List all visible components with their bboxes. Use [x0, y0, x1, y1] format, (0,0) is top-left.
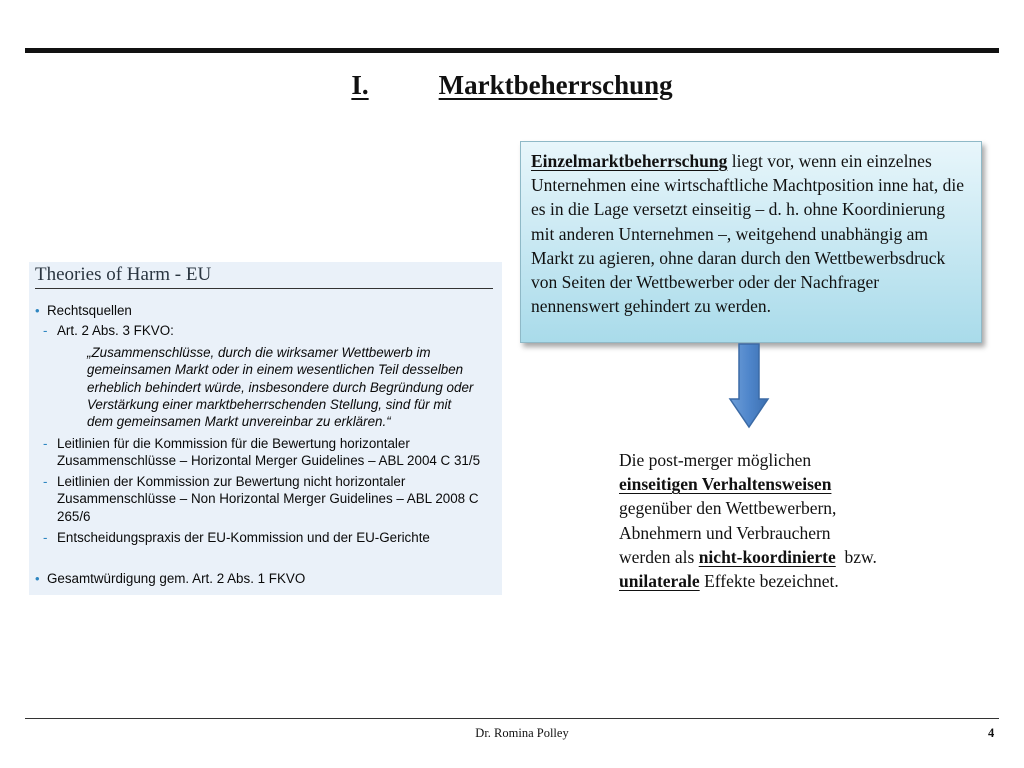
legal-quote: „Zusammenschlüsse, durch die wirksamer Wettbewerb im gemeinsamen Markt oder in einem wesentlichen Teil desselben erheblich behindert würde, insbesondere durch Begründung oder Verstärkung einer marktbeherrschenden Stellung, sind für mit dem gemeinsamen Markt unvereinbar zu erklären.“: [87, 345, 474, 430]
effects-term-unilateral-conduct: einseitigen Verhaltensweisen: [619, 474, 832, 495]
effects-line-4: Abnehmern und Verbrauchern: [619, 522, 831, 543]
callout-term: Einzelmarktbeherrschung: [531, 151, 728, 171]
title-number: I.: [351, 70, 369, 100]
theories-of-harm-panel: [29, 262, 502, 595]
page-number: 4: [988, 726, 995, 740]
effects-end: Effekte bezeichnet.: [699, 571, 839, 592]
effects-line-3: gegenüber den Wettbewerbern,: [619, 498, 837, 519]
effects-term-non-coordinated: nicht-koordinierte: [698, 546, 836, 567]
item-decision-practice: - Entscheidungspraxis der EU-Kommission und der EU-Gerichte: [43, 530, 430, 545]
slide-title: [0, 70, 1024, 101]
definition-callout: [520, 141, 982, 343]
item-horizontal-guidelines: - Leitlinien für die Kommission für die Bewertung horizontaler Zusammenschlüsse – Horizontal Merger Guidelines – ABL 2004 C 31/5: [43, 436, 481, 469]
item-non-horizontal-guidelines: - Leitlinien der Kommission zur Bewertung nicht horizontaler Zusammenschlüsse – Non Horizontal Merger Guidelines – ABL 2008 C 265/6: [43, 474, 479, 524]
panel-rule: [35, 288, 493, 289]
arrow-down-icon: [728, 343, 770, 429]
effects-text: [619, 448, 949, 593]
bullet-gesamtwuerdigung: • Gesamtwürdigung gem. Art. 2 Abs. 1 FKVO: [35, 571, 306, 586]
effects-line-1: Die post-merger möglichen: [619, 450, 812, 470]
bullet-rechtsquellen: • Rechtsquellen: [35, 303, 132, 318]
item-art2-abs3: - Art. 2 Abs. 3 FKVO:: [43, 323, 174, 338]
effects-pre: werden als: [619, 546, 699, 567]
effects-post: bzw.: [835, 546, 877, 567]
callout-text: liegt vor, wenn ein einzelnes Unternehmen eine wirtschaftliche Machtposition inne hat, die es in die Lage versetzt einseitig – d. h. ohne Koordinierung mit anderen Unternehmen –, weitgehend unabhängig am Markt zu agieren, ohne daran durch den Wettbewerbsdruck von Seiten der Wettbewerber oder der Nachfrager nennenswert gehindert zu werden.: [531, 151, 964, 317]
title-text: Marktbeherrschung: [438, 70, 673, 100]
top-rule: [25, 48, 999, 53]
effects-term-unilateral: unilaterale: [619, 571, 700, 592]
panel-title: Theories of Harm - EU: [35, 264, 212, 285]
footer-author: Dr. Romina Polley: [475, 726, 569, 740]
bottom-rule: [25, 718, 999, 719]
